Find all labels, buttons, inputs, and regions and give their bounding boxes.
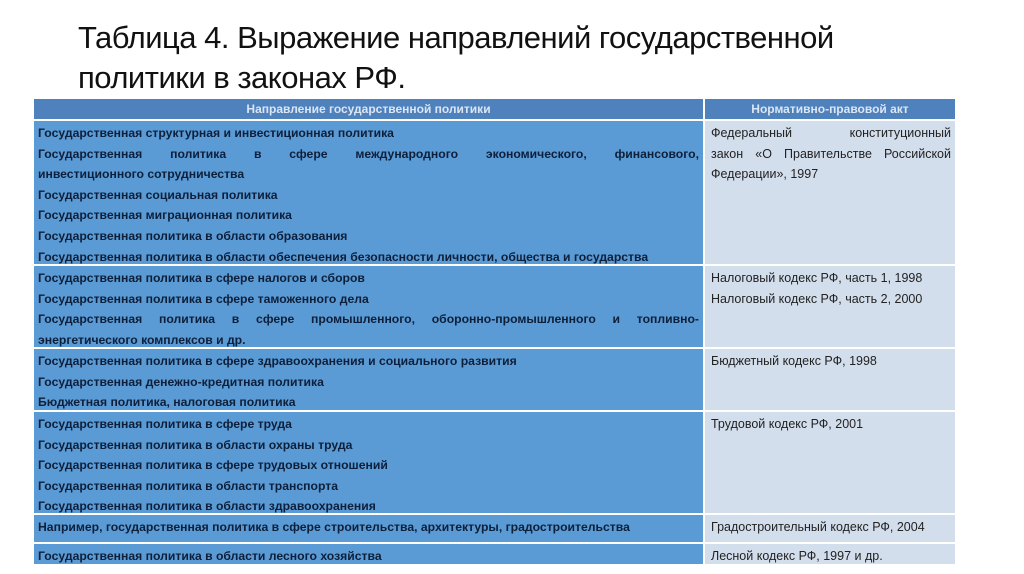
cell-line: Государственная политика в области лесного хозяйства [38, 549, 382, 563]
legal-act-cell [705, 544, 955, 564]
legal-act-cell [705, 349, 955, 410]
cell-line: Государственная политика в сфере труда [38, 417, 292, 431]
policy-direction-cell [34, 515, 705, 542]
cell-line: Государственная политика в сфере международного экономического, финансового, [38, 146, 699, 161]
cell-line: Государственная политика в сфере здравоохранения и социального развития [38, 354, 517, 368]
policy-direction-cell [34, 412, 705, 513]
cell-line: Государственная социальная политика [38, 187, 278, 202]
table-row [34, 515, 955, 544]
title-line: политики в законах РФ. [78, 60, 406, 95]
legal-act-cell [705, 412, 955, 513]
cell-line: Налоговый кодекс РФ, часть 2, 2000 [711, 291, 923, 306]
cell-line: закон «О Правительстве Российской [711, 146, 951, 161]
cell-line: Государственная политика в области образования [38, 228, 348, 243]
cell-line: Например, государственная политика в сфере строительства, архитектуры, градостроительства [38, 520, 630, 534]
page-title [78, 18, 834, 98]
cell-line: Государственная политика в области охраны труда [38, 437, 353, 452]
cell-line: Государственная политика в сфере трудовых отношений [38, 458, 388, 473]
cell-line: Государственная политика в области обеспечения безопасности личности, общества и государства [38, 249, 649, 264]
cell-line: Государственная политика в сфере промышленного, оборонно-промышленного и топливно- [38, 312, 699, 327]
policy-direction-cell [34, 349, 705, 410]
cell-line: инвестиционного сотрудничества [38, 167, 245, 182]
cell-line: Налоговый кодекс РФ, часть 1, 1998 [711, 271, 923, 285]
legal-act-cell [705, 266, 955, 347]
cell-line: Бюджетный кодекс РФ, 1998 [711, 354, 877, 368]
policy-direction-cell [34, 544, 705, 564]
table-header [34, 99, 955, 121]
cell-line: энергетического комплексов и др. [38, 332, 246, 347]
cell-line: Трудовой кодекс РФ, 2001 [711, 417, 864, 431]
cell-line: Градостроительный кодекс РФ, 2004 [711, 520, 925, 534]
table-row [34, 544, 955, 566]
cell-line: Бюджетная политика, налоговая политика [38, 395, 296, 410]
cell-line: Государственная политика в сфере таможенного дела [38, 291, 369, 306]
title-line: Таблица 4. Выражение направлений государственной [78, 20, 834, 55]
legal-act-cell [705, 121, 955, 264]
table-row [34, 412, 955, 515]
table-row [34, 121, 955, 266]
cell-line: Государственная политика в сфере налогов и сборов [38, 271, 365, 285]
cell-line: Государственная политика в области транспорта [38, 478, 338, 493]
cell-line: Федеральный конституционный [711, 126, 951, 140]
table-row [34, 349, 955, 412]
cell-line: Лесной кодекс РФ, 1997 и др. [711, 549, 883, 563]
header-direction: Направление государственной политики [34, 99, 705, 119]
cell-line: Государственная политика в области здравоохранения [38, 499, 376, 514]
policy-direction-cell [34, 121, 705, 264]
cell-line: Государственная денежно-кредитная политика [38, 374, 324, 389]
cell-line: Федерации», 1997 [711, 167, 819, 182]
cell-line: Государственная миграционная политика [38, 208, 292, 223]
header-legal-act: Нормативно-правовой акт [751, 102, 909, 116]
policy-table [34, 99, 955, 566]
cell-line: Государственная структурная и инвестиционная политика [38, 126, 394, 140]
legal-act-cell [705, 515, 955, 542]
table-row [34, 266, 955, 349]
policy-direction-cell [34, 266, 705, 347]
